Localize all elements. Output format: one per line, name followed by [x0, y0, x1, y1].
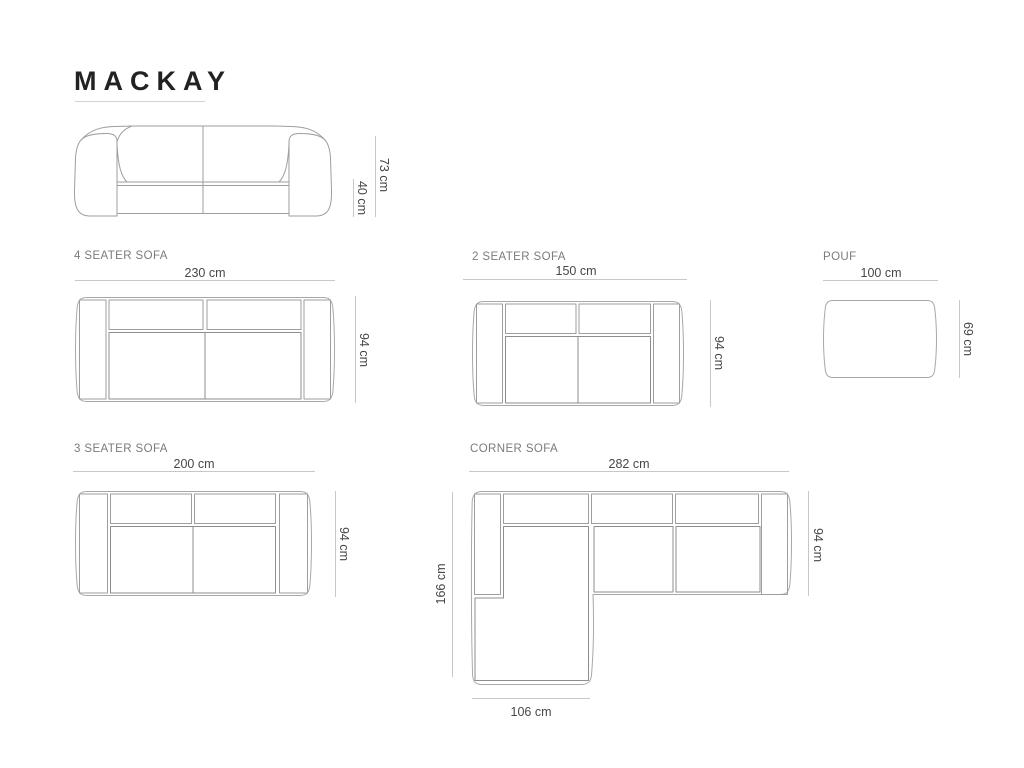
label-4-seater: 4 SEATER SOFA — [74, 250, 168, 262]
dim-line-height — [375, 136, 376, 217]
front-elevation-figure — [70, 120, 400, 220]
top-view-3-seater — [75, 490, 312, 597]
dim-line-corner-total-depth — [452, 492, 453, 677]
label-2-seater: 2 SEATER SOFA — [472, 251, 566, 263]
dim-line-2s-depth — [710, 300, 711, 407]
dim-line-corner-depth — [808, 491, 809, 596]
dim-height: 73 cm — [377, 157, 391, 193]
label-corner: CORNER SOFA — [470, 443, 559, 455]
dim-2s-width: 150 cm — [555, 264, 597, 278]
dim-seat-height: 40 cm — [355, 180, 369, 216]
dim-line-corner-chaise-width — [472, 698, 590, 699]
dim-4s-depth: 94 cm — [357, 332, 371, 368]
dim-line-pouf-width — [823, 280, 938, 281]
dim-3s-depth: 94 cm — [337, 526, 351, 562]
dim-line-2s-width — [463, 279, 687, 280]
dim-line-4s-depth — [355, 296, 356, 403]
dim-line-3s-depth — [335, 491, 336, 597]
top-view-corner — [470, 490, 792, 686]
title-underline — [75, 101, 205, 102]
dim-corner-chaise-width: 106 cm — [510, 705, 552, 719]
top-view-4-seater — [75, 296, 335, 403]
dim-corner-depth: 94 cm — [811, 527, 825, 563]
dim-line-seat-height — [353, 179, 354, 217]
dim-3s-width: 200 cm — [173, 457, 215, 471]
dim-4s-width: 230 cm — [184, 266, 226, 280]
top-view-pouf — [823, 299, 937, 379]
dim-pouf-depth: 69 cm — [961, 321, 975, 357]
dim-corner-total-depth: 166 cm — [434, 563, 448, 605]
label-3-seater: 3 SEATER SOFA — [74, 443, 168, 455]
dim-line-pouf-depth — [959, 300, 960, 378]
label-pouf: POUF — [823, 251, 857, 263]
dim-line-4s-width — [75, 280, 335, 281]
top-view-2-seater — [472, 300, 684, 407]
dim-line-corner-width — [469, 471, 789, 472]
dim-2s-depth: 94 cm — [712, 335, 726, 371]
dim-line-3s-width — [73, 471, 315, 472]
front-elevation-drawing — [70, 120, 336, 220]
dim-corner-width: 282 cm — [608, 457, 650, 471]
page-title: MACKAY — [74, 66, 233, 96]
dim-pouf-width: 100 cm — [860, 266, 902, 280]
